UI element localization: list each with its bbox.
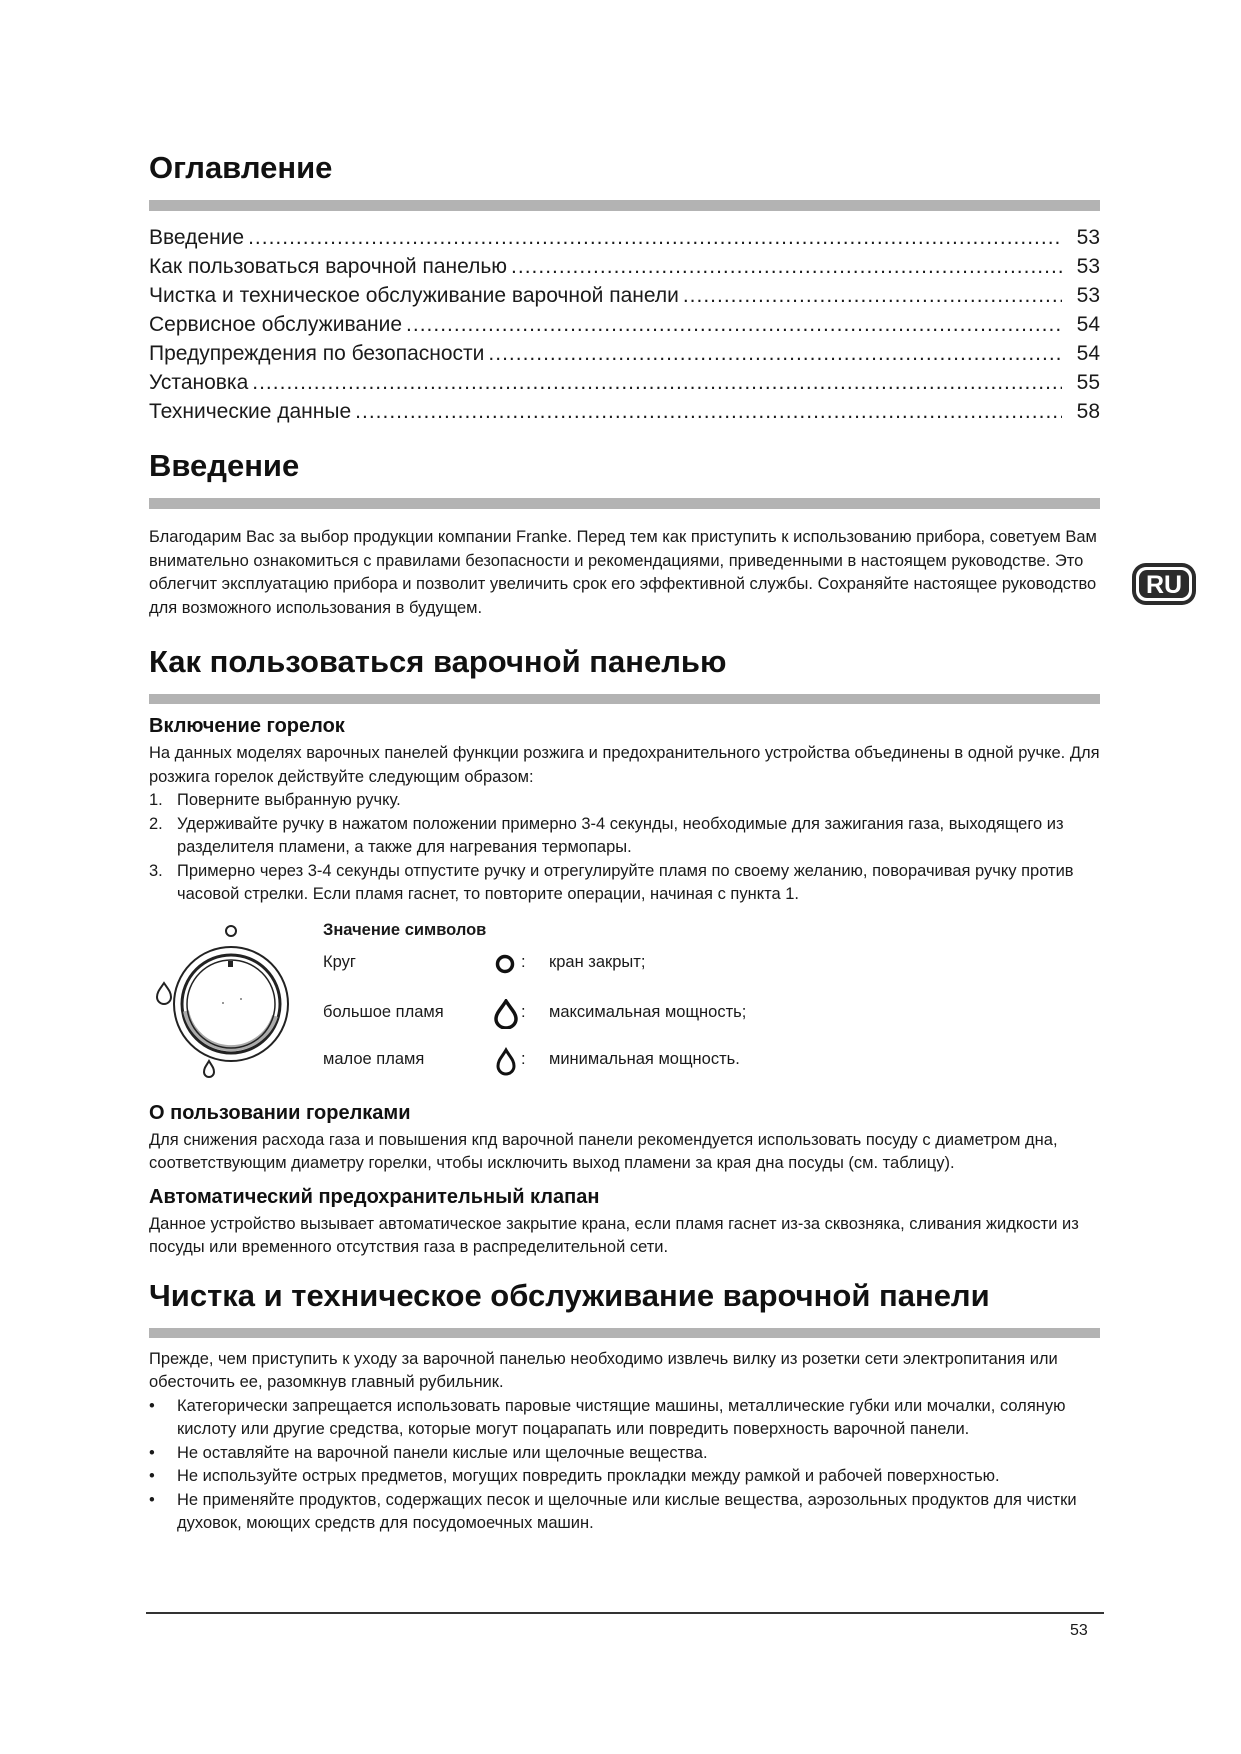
- toc-entry[interactable]: Введение ..... 53: [149, 223, 1100, 252]
- toc-entry[interactable]: Чистка и техническое обслуживание варочной панели ..... 53: [149, 281, 1100, 310]
- toc-entry[interactable]: Технические данные ..... 58: [149, 397, 1100, 426]
- valve-text: Данное устройство вызывает автоматическое закрытие крана, если пламя гаснет из-за сквозняка, сливания жидкости из посуды или временного отсутствия газа в распределительной сети.: [149, 1214, 1079, 1256]
- ignition-text: На данных моделях варочных панелей функции розжига и предохранительного устройства объединены в одной ручке. Для розжига горелок действуйте следующим образом:: [149, 744, 1100, 786]
- toc-page: 58: [1076, 400, 1100, 423]
- heading-rule: [149, 200, 1100, 211]
- page-number: 53: [1070, 1622, 1088, 1639]
- valve-subheading: Автоматический предохранительный клапан: [149, 1185, 600, 1208]
- toc-entry[interactable]: Сервисное обслуживание ..... 54: [149, 310, 1100, 339]
- list-item: • Не используйте острых предметов, могущих повредить прокладки между рамкой и рабочей поверхностью.: [149, 1467, 1000, 1485]
- big-flame-icon: [492, 999, 520, 1029]
- cleaning-list: [149, 1395, 1100, 1536]
- list-item: 3. Примерно через 3-4 секунды отпустите ручку и отрегулируйте пламя по своему желанию, поворачивая ручку против часовой стрелки. Если пламя гаснет, то повторите операции, начиная с пункта 1.: [149, 861, 1074, 903]
- symbols-legend: [149, 921, 1100, 1091]
- cleaning-heading: Чистка и техническое обслуживание варочной панели: [149, 1277, 990, 1313]
- toc-page: 53: [1076, 255, 1100, 278]
- intro-heading: Введение: [149, 448, 300, 483]
- toc-entry[interactable]: Предупреждения по безопасности ..... 54: [149, 339, 1100, 368]
- toc-entry[interactable]: Как пользоваться варочной панелью ..... 53: [149, 252, 1100, 281]
- toc-entry[interactable]: Установка ..... 55: [149, 368, 1100, 397]
- cleaning-text: Прежде, чем приступить к уходу за варочной панелью необходимо извлечь вилку из розетки сети электропитания или обесточить ее, разомкнув главный рубильник.: [149, 1349, 1058, 1391]
- list-item: • Категорически запрещается использовать паровые чистящие машины, металлические губки или мочалки, соляную кислоту или другие средства, которые могут поцарапать или повредить поверхность варочной панели.: [149, 1396, 1066, 1438]
- list-item: • Не применяйте продуктов, содержащих песок и щелочные или кислые вещества, аэрозольных продуктов для чистки духовок, моющих средств для посудомоечных машин.: [149, 1490, 1077, 1532]
- ignition-subheading: Включение горелок: [149, 715, 345, 737]
- heading-rule: [149, 1328, 1100, 1338]
- toc-page: 53: [1076, 226, 1100, 249]
- page-content: [149, 150, 1100, 1536]
- toc-page: 53: [1076, 284, 1100, 307]
- toc-heading: Оглавление: [149, 150, 333, 185]
- list-item: 2. Удерживайте ручку в нажатом положении примерно 3-4 секунды, необходимые для зажигания газа, выходящего из разделителя пламени, а также для нагревания термопары.: [149, 814, 1064, 856]
- burners-text: Для снижения расхода газа и повышения кпд варочной панели рекомендуется использовать посуду с диаметром дна, соответствующим диаметру горелки, чтобы исключить выход пламени за края дна посуды (см. таблицу).: [149, 1130, 1058, 1172]
- footer-divider: [146, 1612, 1104, 1614]
- intro-text: Благодарим Вас за выбор продукции компании Franke. Перед тем как приступить к использованию прибора, советуем Вам внимательно ознакомиться с правилами безопасности и рекомендациями, приведенными в настоящем руководстве. Это облегчит эксплуатацию прибора и позволит увеличить срок его эффективной службы. Сохраняйте настоящее руководство для возможного использования в будущем.: [149, 528, 1097, 617]
- symbol-row: малое пламя : минимальная мощность.: [323, 1046, 1023, 1074]
- toc-page: 54: [1076, 313, 1100, 336]
- language-badge-label: RU: [1145, 571, 1183, 599]
- table-of-contents: [149, 223, 1100, 426]
- language-badge: [1131, 562, 1197, 606]
- symbols-title: Значение символов: [323, 920, 487, 939]
- knob-diagram-icon: [149, 921, 299, 1091]
- toc-page: 54: [1076, 342, 1100, 365]
- ignition-steps: [149, 789, 1100, 907]
- toc-page: 55: [1076, 371, 1100, 394]
- symbol-row: большое пламя : максимальная мощность;: [323, 999, 1023, 1027]
- symbol-row: Круг : кран закрыт;: [323, 949, 1023, 977]
- heading-rule: [149, 498, 1100, 509]
- circle-icon: [492, 949, 520, 979]
- list-item: • Не оставляйте на варочной панели кислые или щелочные вещества.: [149, 1443, 708, 1462]
- list-item: 1. Поверните выбранную ручку.: [149, 791, 401, 809]
- heading-rule: [149, 694, 1100, 704]
- burners-subheading: О пользовании горелками: [149, 1101, 411, 1124]
- small-flame-icon: [492, 1046, 520, 1076]
- usage-heading: Как пользоваться варочной панелью: [149, 644, 727, 679]
